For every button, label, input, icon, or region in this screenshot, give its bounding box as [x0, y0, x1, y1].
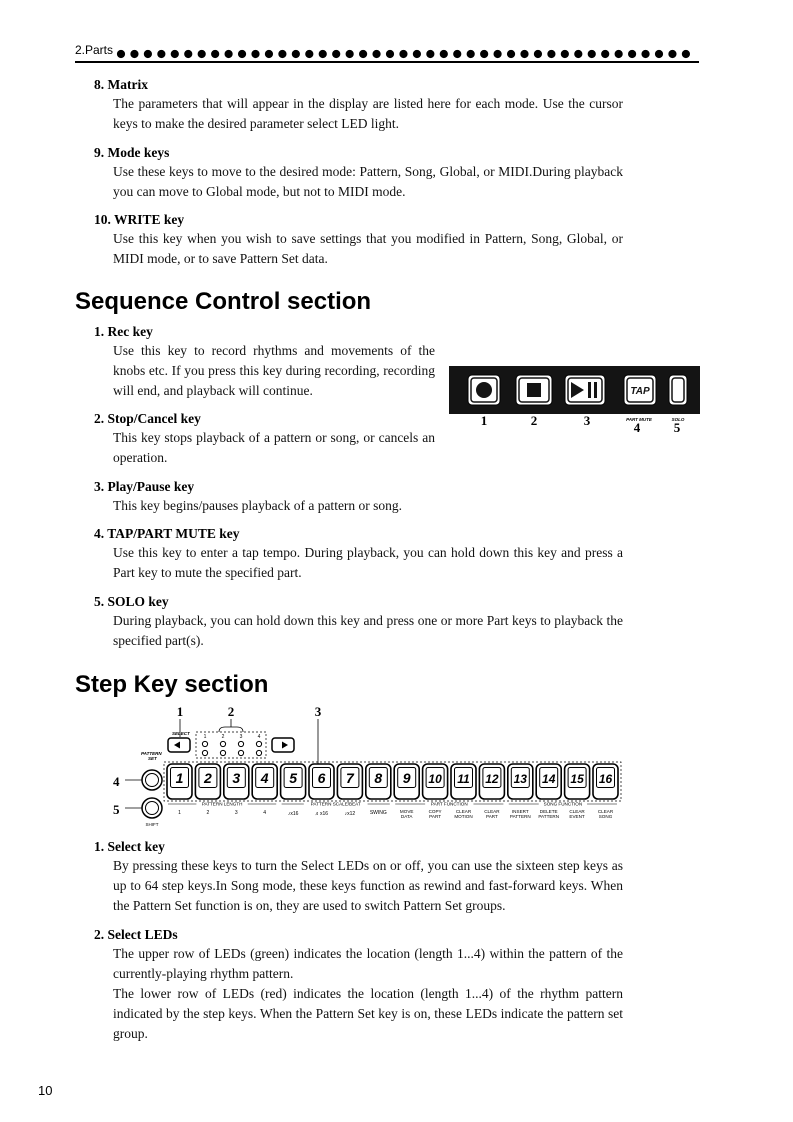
header-dot [346, 50, 354, 58]
select-left-key [168, 738, 190, 752]
step-key-number: 2 [204, 770, 212, 786]
step-key-number: 7 [346, 770, 354, 786]
function-label: DATA [400, 814, 413, 819]
sequence-control-heading: Sequence Control section [75, 288, 372, 315]
select-led-upper [220, 741, 225, 746]
function-label: PART [485, 814, 498, 819]
header-dot [319, 50, 327, 58]
function-label: CLEAR [569, 809, 585, 814]
pattern-set-key [142, 770, 162, 790]
header-dot [211, 50, 219, 58]
step-key-number: 13 [513, 772, 527, 786]
led-number: 2 [221, 734, 225, 740]
led-number: 4 [257, 734, 261, 740]
play-key-body: This key begins/pauses playback of a pattern or song. [113, 498, 403, 513]
step-key-6 [309, 764, 334, 799]
header-dot [130, 50, 138, 58]
page-header [75, 43, 699, 63]
step-key-3 [224, 764, 249, 799]
step-callout-1: 1 [176, 704, 184, 719]
header-dot [574, 50, 582, 58]
step-key-15 [565, 764, 590, 799]
function-label: CLEAR [455, 809, 472, 814]
step-key-number: 14 [542, 772, 556, 786]
select-right-key [272, 738, 294, 752]
step-key-16 [593, 764, 618, 799]
header-dot [332, 50, 340, 58]
header-dot [561, 50, 569, 58]
swing-label: SWING [369, 810, 387, 816]
led-number: 3 [239, 734, 243, 740]
length-label: 1 [178, 810, 181, 816]
pattern-set-label-1: PATTERN [141, 751, 162, 756]
step-callout-5: 5 [113, 802, 120, 817]
header-dot-leader [116, 49, 699, 59]
scale-label: ♪x16 [287, 811, 299, 817]
header-dot [184, 50, 192, 58]
page-number: 10 [38, 1083, 53, 1098]
function-label: EVENT [569, 814, 585, 819]
header-dot [520, 50, 528, 58]
header-dot [251, 50, 259, 58]
tap-key-title: 4. TAP/PART MUTE key [94, 526, 240, 541]
record-icon [476, 382, 492, 398]
play-key-title: 3. Play/Pause key [94, 479, 195, 494]
tap-label: TAP [630, 386, 650, 397]
function-labels [178, 809, 614, 819]
function-label: INSERT [511, 809, 529, 814]
stop-key-body: This key stops playback of a pattern or song, or cancels an operation. [113, 430, 435, 465]
header-dot [668, 50, 676, 58]
callout-1: 1 [480, 413, 488, 428]
header-dot [399, 50, 407, 58]
header-dot [547, 50, 555, 58]
header-dot [198, 50, 206, 58]
header-dot [494, 50, 502, 58]
step-key-number: 15 [570, 772, 584, 786]
select-led-upper [256, 741, 261, 746]
select-led-lower [238, 750, 243, 755]
pattern-set-label-2: SET [148, 756, 157, 761]
header-dot [467, 50, 475, 58]
step-key-number: 12 [485, 772, 499, 786]
mode-keys-title: 9. Mode keys [94, 145, 170, 160]
header-dot [655, 50, 663, 58]
header-dot [440, 50, 448, 58]
step-key-heading: Step Key section [75, 671, 269, 698]
header-label: 2.Parts [75, 43, 114, 57]
header-dot [265, 50, 273, 58]
shift-label: SHIFT [145, 822, 159, 827]
step-key-number: 10 [428, 772, 442, 786]
step-key-1 [167, 764, 192, 799]
step-key-number: 4 [260, 770, 269, 786]
function-label: MOTION [454, 814, 473, 819]
tap-key-body: Use this key to enter a tap tempo. During playback, you can hold down this key and press a Part key to mute the specified part. [113, 545, 623, 580]
step-key-number: 16 [598, 772, 613, 786]
solo-key-title: 5. SOLO key [94, 594, 169, 609]
shift-key [142, 798, 162, 818]
function-label: SONG [598, 814, 613, 819]
header-dot [372, 50, 380, 58]
header-rule [75, 61, 699, 63]
rec-key [468, 375, 500, 405]
function-label: PART [429, 814, 442, 819]
matrix-title: 8. Matrix [94, 77, 148, 92]
mode-keys-body: Use these keys to move to the desired mode: Pattern, Song, Global, or MIDI.During playback you can move to Global mode, but not to MIDI mode. [113, 164, 623, 199]
header-dot [292, 50, 300, 58]
callout-3: 3 [583, 413, 591, 428]
part-mute-label: PART MUTE [626, 417, 652, 422]
solo-label: SOLO [671, 417, 685, 422]
header-dot [507, 50, 515, 58]
step-callout-4: 4 [113, 774, 120, 789]
step-key-5 [281, 764, 306, 799]
step-keys [167, 764, 618, 799]
select-label: SELECT [172, 731, 190, 736]
group-lines [168, 802, 617, 807]
function-label: PATTERN [538, 814, 560, 819]
step-callout-3: 3 [314, 704, 322, 719]
callout-4: 4 [633, 420, 641, 435]
header-dot [615, 50, 623, 58]
step-key-10 [423, 764, 448, 799]
header-dot [171, 50, 179, 58]
play-pause-key [565, 375, 605, 405]
sequence-control-figure [449, 366, 701, 438]
step-key-2 [195, 764, 220, 799]
header-dot [480, 50, 488, 58]
rec-key-title: 1. Rec key [94, 324, 153, 339]
function-label: COPY [428, 809, 442, 814]
scale-label: ♬x16 [314, 811, 329, 817]
step-key-13 [508, 764, 533, 799]
select-led-lower [256, 750, 261, 755]
function-label: MOVE [399, 809, 414, 814]
step-key-number: 3 [232, 770, 241, 786]
select-leds-title: 2. Select LEDs [94, 927, 178, 942]
rec-key-body: Use this key to record rhythms and movements of the knobs etc. If you press this key during recording, recording will end, and playback will continue. [113, 343, 435, 398]
callout-2: 2 [530, 413, 538, 428]
stop-key-title: 2. Stop/Cancel key [94, 411, 201, 426]
select-led-lower [202, 750, 207, 755]
step-key-number: 11 [457, 772, 470, 786]
group-label: PATTERN LENGTH [201, 801, 243, 807]
header-dot [157, 50, 165, 58]
function-label: PATTERN [509, 814, 531, 819]
group-label: PATTERN SCALE/BEAT [310, 801, 361, 807]
header-dot [534, 50, 542, 58]
select-led-upper [238, 741, 243, 746]
header-dot [628, 50, 636, 58]
select-led-upper [202, 741, 207, 746]
step-key-number: 8 [374, 770, 383, 786]
step-key-12 [479, 764, 504, 799]
header-dot [225, 50, 233, 58]
matrix-body: The parameters that will appear in the display are listed here for each mode. Use the cursor keys to make the desired parameter select LED light. [113, 96, 623, 131]
step-key-number: 6 [317, 770, 326, 786]
step-key-11 [451, 764, 476, 799]
header-dot [144, 50, 152, 58]
header-dot [305, 50, 313, 58]
header-dot [641, 50, 649, 58]
select-led-lower [220, 750, 225, 755]
select-key-body: By pressing these keys to turn the Select LEDs on or off, you can use the sixteen step keys as up to 64 step keys.In Song mode, these keys function as rewind and fast-forward keys. When the Pattern Set function is on, they are used to switch Pattern Set groups. [113, 858, 623, 913]
header-dot [238, 50, 246, 58]
header-dot [359, 50, 367, 58]
scale-label: ♪x12 [344, 811, 356, 817]
led-number: 1 [203, 734, 207, 740]
header-dot [426, 50, 434, 58]
step-key-8 [366, 764, 391, 799]
tap-key [624, 375, 656, 405]
select-key-title: 1. Select key [94, 839, 165, 854]
write-key-body: Use this key when you wish to save settings that you modified in Pattern, Song, Global, or MIDI mode, or to save Pattern Set data. [113, 231, 623, 266]
write-key-title: 10. WRITE key [94, 212, 185, 227]
step-key-14 [536, 764, 561, 799]
select-leds-body: The upper row of LEDs (green) indicates the location (length 1...4) within the pattern of the currently-playing rhythm pattern. [113, 946, 623, 981]
group-label: PART FUNCTION [430, 801, 468, 807]
function-label: DELETE [539, 809, 558, 814]
header-dot [278, 50, 286, 58]
header-dot [453, 50, 461, 58]
length-label: 4 [263, 810, 267, 816]
stop-icon [527, 383, 541, 397]
step-key-number: 5 [289, 770, 297, 786]
length-label: 2 [206, 810, 210, 816]
header-dot [386, 50, 394, 58]
select-leds [202, 734, 261, 756]
function-label: CLEAR [597, 809, 614, 814]
header-dot [117, 50, 125, 58]
length-label: 3 [234, 810, 238, 816]
stop-key [516, 375, 552, 405]
select-leds-body-2: The lower row of LEDs (red) indicates the location (length 1...4) of the rhythm pattern indicated by the step keys. When the Pattern Set key is on, these LEDs indicate the pattern set group. [113, 986, 623, 1041]
step-callout-2: 2 [227, 704, 235, 719]
header-dot [588, 50, 596, 58]
header-dot [413, 50, 421, 58]
step-key-7 [337, 764, 362, 799]
step-key-9 [394, 764, 419, 799]
step-key-number: 9 [402, 770, 411, 786]
step-key-4 [252, 764, 277, 799]
group-label: SONG FUNCTION [543, 801, 583, 807]
header-dot [682, 50, 690, 58]
function-label: CLEAR [484, 809, 500, 814]
solo-key [669, 375, 687, 405]
step-key-number: 1 [175, 770, 184, 786]
callout-5: 5 [673, 420, 681, 435]
header-dot [601, 50, 609, 58]
solo-key-body: During playback, you can hold down this key and press one or more Part keys to playback the specified part(s). [113, 613, 623, 648]
step-key-figure [108, 702, 624, 830]
